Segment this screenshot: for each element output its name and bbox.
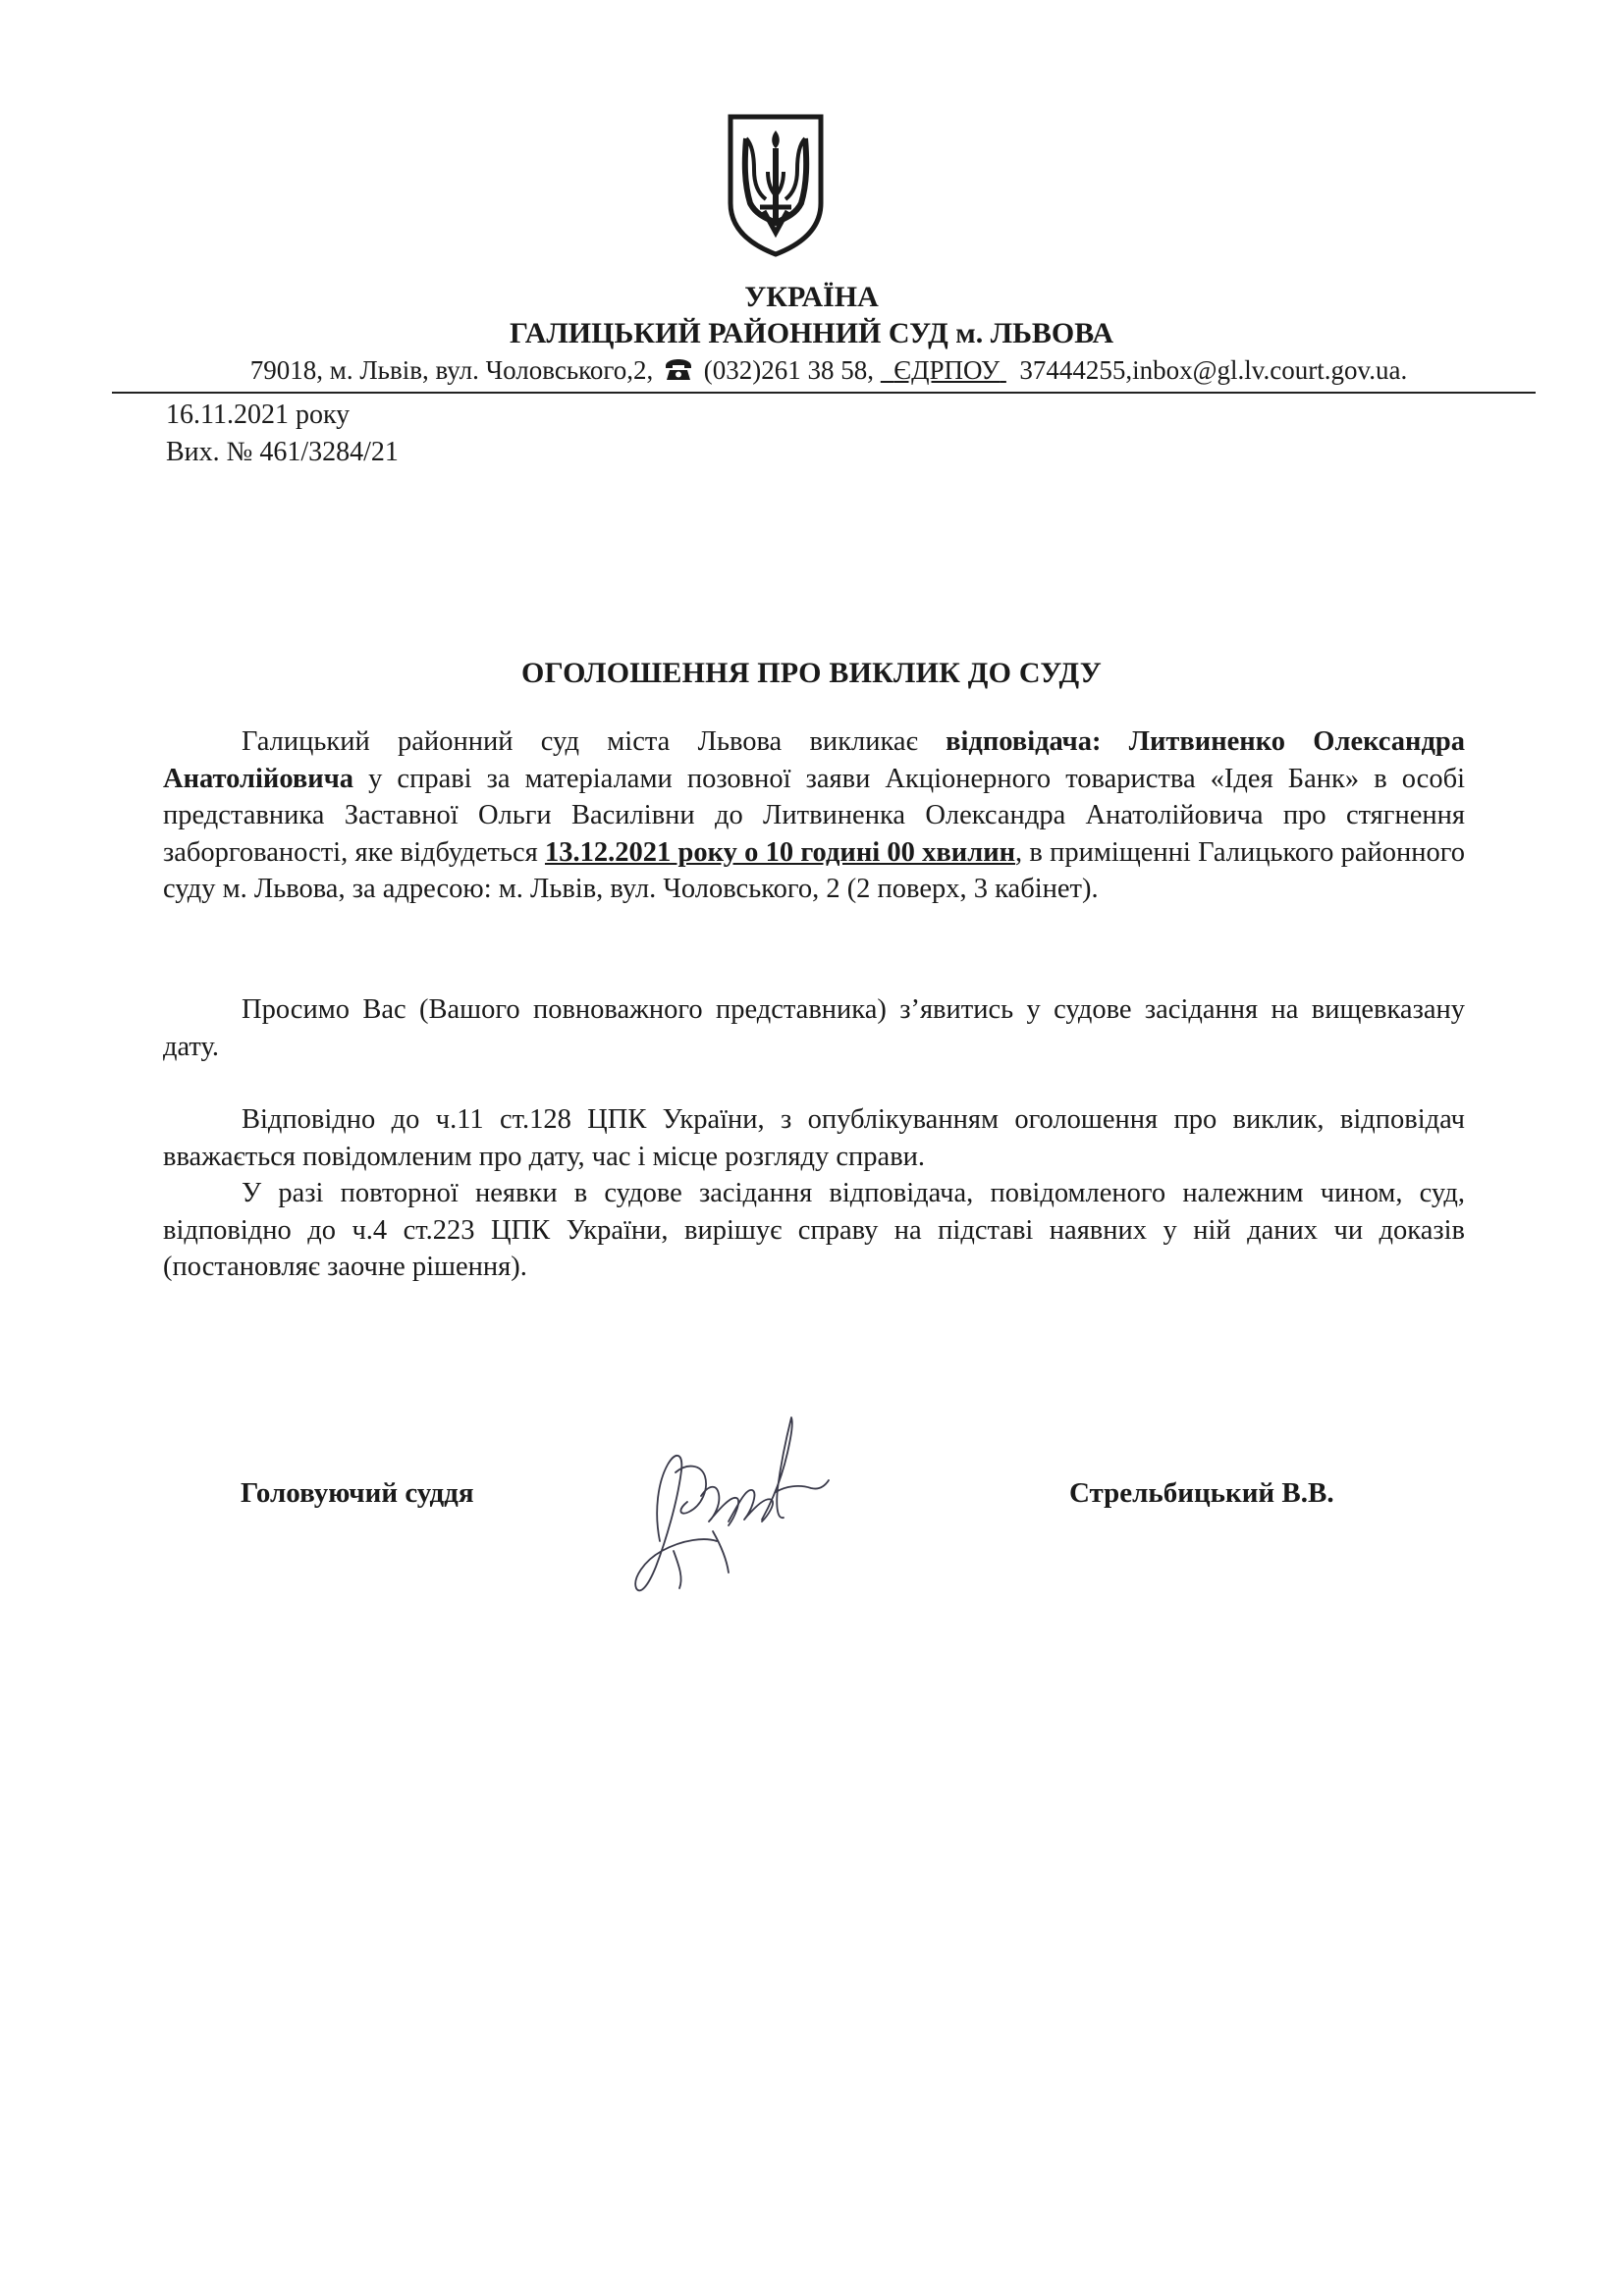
case-description: у справі за матеріалами позовної заяви Акціонерного товариства «Ідея Банк» в особі представника Заставної Ольги Василівни до Литвиненка Олександра Анатолійовича про стягнення заборгованості, яке відбудеться	[163, 763, 1465, 868]
court-address: 79018, м. Львів, вул. Чоловського,2,	[249, 355, 654, 385]
telephone-icon	[664, 358, 693, 382]
summons-intro: Галицький районний суд міста Львова викликає	[242, 726, 947, 757]
outgoing-number: Вих. № 461/3284/21	[166, 437, 399, 467]
court-name-heading: ГАЛИЦЬКИЙ РАЙОННИЙ СУД м. ЛЬВОВА	[509, 317, 1114, 349]
hearing-datetime: 13.12.2021 року о 10 годині 00 хвилин	[544, 836, 1016, 868]
judge-title: Головуючий суддя	[241, 1477, 474, 1509]
summons-paragraph	[163, 723, 1465, 908]
hearing-location: , в приміщенні Галицького районного суду м. Львова, за адресою: м. Львів, вул. Чоловського, 2 (2 поверх, 3 кабінет).	[163, 836, 1465, 905]
judge-name: Стрельбицький В.В.	[1069, 1477, 1334, 1509]
court-phone: (032)261 38 58,	[703, 355, 875, 385]
document-date: 16.11.2021 року	[166, 400, 351, 430]
edrpou-and-email: 37444255,inbox@gl.lv.court.gov.ua.	[1019, 355, 1408, 385]
court-contact-line	[131, 353, 1527, 387]
coat-of-arms-icon	[725, 113, 827, 258]
handwritten-signature	[619, 1394, 844, 1610]
notice-title: ОГОЛОШЕННЯ ПРО ВИКЛИК ДО СУДУ	[521, 657, 1102, 689]
edrpou-label: ЄДРПОУ	[893, 355, 1001, 385]
country-heading: УКРАЇНА	[744, 281, 879, 313]
header-divider	[112, 392, 1536, 394]
notification-paragraph: Відповідно до ч.11 ст.128 ЦПК України, з опублікуванням оголошення про виклик, відповідач вважається повідомленим про дату, час і місце розгляду справи.	[163, 1104, 1465, 1172]
default-judgment-paragraph: У разі повторної неявки в судове засідання відповідача, повідомленого належним чином, суд, відповідно до ч.4 ст.223 ЦПК України, вирішує справу на підставі наявних у ній даних чи доказів (постановляє заочне рішення).	[163, 1178, 1465, 1283]
request-paragraph: Просимо Вас (Вашого повноважного представника) з’явитись у судове засідання на вищевказану дату.	[163, 994, 1465, 1062]
defendant-name: відповідача: Литвиненко Олександра Анатолійовича	[163, 726, 1465, 794]
